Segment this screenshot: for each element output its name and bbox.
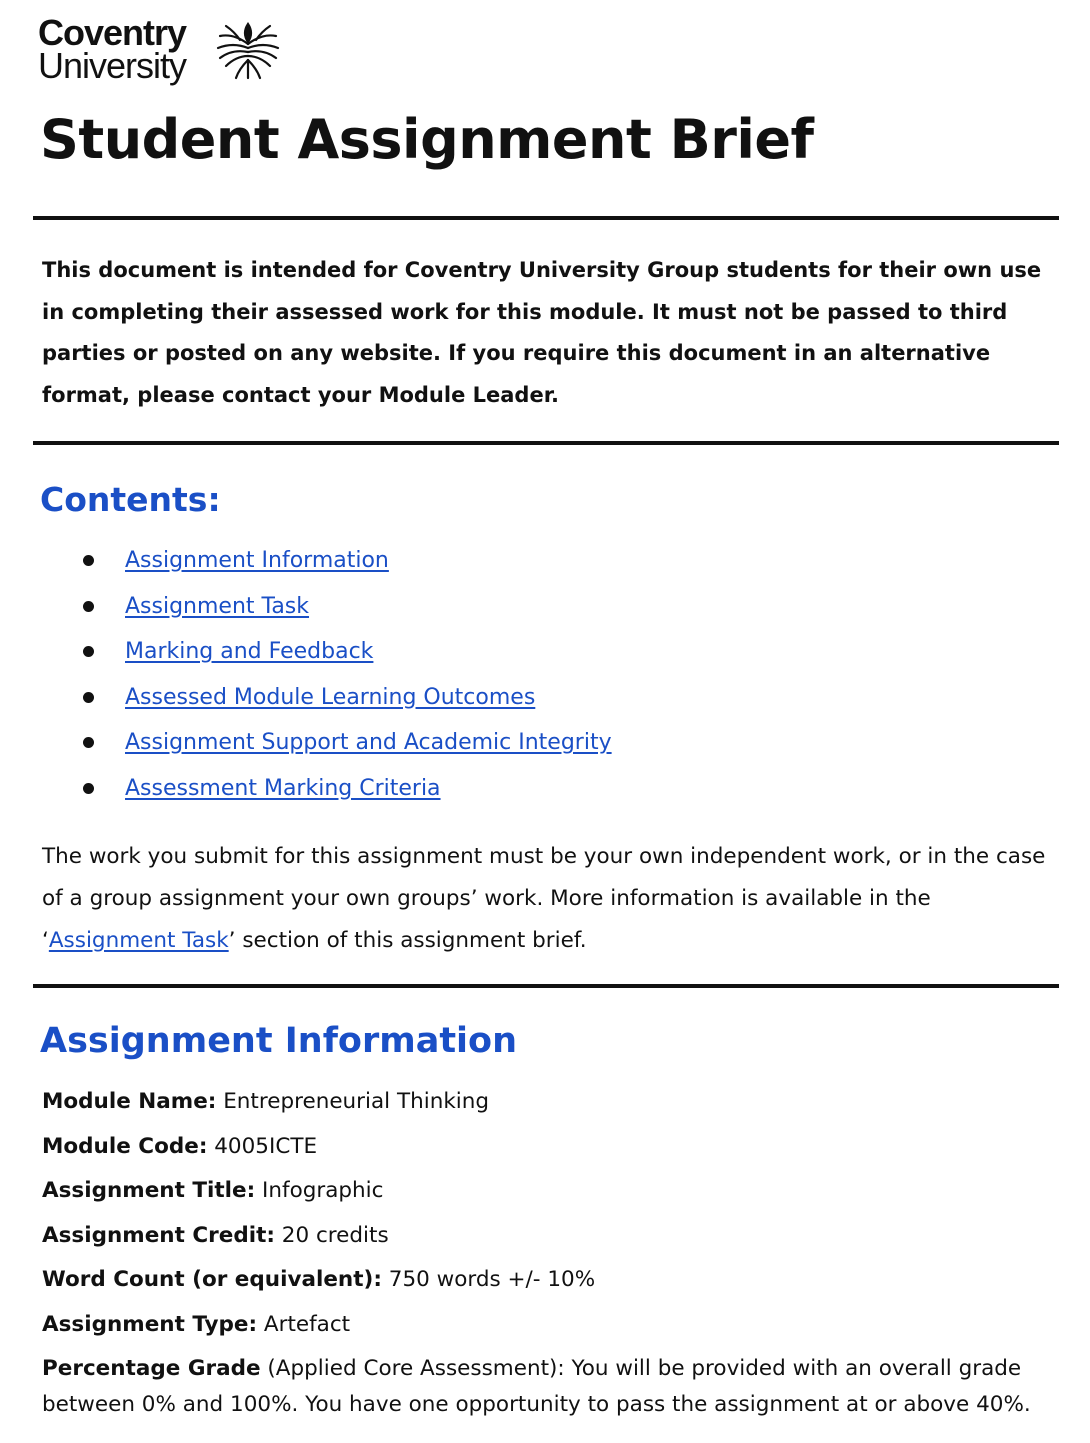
divider <box>33 216 1059 220</box>
bullet-icon <box>83 783 94 794</box>
contents-list <box>80 538 612 811</box>
phoenix-logo-icon <box>214 16 282 82</box>
assignment-information-fields <box>42 1080 1052 1417</box>
contents-link-marking-and-feedback[interactable]: Marking and Feedback <box>125 639 374 664</box>
logo-word-coventry: Coventry <box>38 12 187 53</box>
assignment-information-heading: Assignment Information <box>40 1021 518 1061</box>
field-percentage-grade <box>42 1347 1052 1417</box>
field-word-count <box>42 1258 1052 1303</box>
divider <box>33 441 1059 445</box>
bullet-icon <box>83 737 94 748</box>
field-value: (Applied Core Assessment): You will be provided with an overall grade between 0% and 100%. You have one opportunity to pass the assignment at or above 40%. <box>42 1356 1031 1417</box>
contents-item <box>80 538 612 584</box>
contents-item <box>80 675 612 721</box>
contents-heading: Contents: <box>40 480 221 519</box>
field-value: 4005ICTE <box>207 1133 318 1159</box>
field-label: Assignment Type: <box>42 1311 258 1337</box>
bullet-icon <box>83 601 94 612</box>
field-value: 20 credits <box>274 1222 389 1248</box>
field-module-name <box>42 1080 1052 1125</box>
contents-link-marking-criteria[interactable]: Assessment Marking Criteria <box>125 775 441 801</box>
coventry-university-logo <box>38 14 288 86</box>
field-value: Infographic <box>255 1178 384 1203</box>
contents-link-assignment-task[interactable]: Assignment Task <box>125 593 310 619</box>
paragraph-text: The work you submit for this assignment must be your own independent work, or in the case of a group assignment your own groups’ work. More information is available in the ‘ <box>42 844 1046 953</box>
field-assignment-type <box>42 1303 1052 1348</box>
field-label: Word Count (or equivalent): <box>42 1267 382 1292</box>
field-label: Module Code: <box>42 1133 208 1159</box>
divider <box>33 984 1059 988</box>
contents-item <box>80 720 612 766</box>
bullet-icon <box>83 555 94 566</box>
contents-item <box>80 584 612 630</box>
field-label: Module Name: <box>42 1089 217 1114</box>
field-value: Artefact <box>257 1311 351 1337</box>
usage-notice: This document is intended for Coventry University Group students for their own use in completing their assessed work for this module. It must not be passed to third parties or posted on any website. If you require this document in an alternative format, please contact your Module Leader. <box>42 258 1042 407</box>
field-label: Assignment Credit: <box>42 1222 275 1248</box>
field-module-code <box>42 1125 1052 1170</box>
contents-link-support-and-integrity[interactable]: Assignment Support and Academic Integrity <box>125 730 612 755</box>
field-assignment-title <box>42 1169 1052 1214</box>
contents-item <box>80 629 612 675</box>
page-title: Student Assignment Brief <box>40 108 814 171</box>
contents-item <box>80 766 612 812</box>
field-value: 750 words +/- 10% <box>381 1267 596 1292</box>
contents-link-learning-outcomes[interactable]: Assessed Module Learning Outcomes <box>125 684 536 710</box>
field-value: Entrepreneurial Thinking <box>216 1089 490 1114</box>
field-assignment-credit <box>42 1214 1052 1259</box>
field-label: Percentage Grade <box>42 1356 261 1381</box>
bullet-icon <box>83 692 94 703</box>
logo-word-university: University <box>38 45 187 86</box>
paragraph-text: ’ section of this assignment brief. <box>228 928 587 953</box>
independent-work-paragraph <box>42 836 1052 962</box>
bullet-icon <box>83 646 94 657</box>
assignment-task-link[interactable]: Assignment Task <box>48 928 229 953</box>
field-label: Assignment Title: <box>42 1178 256 1203</box>
contents-link-assignment-information[interactable]: Assignment Information <box>125 548 389 573</box>
